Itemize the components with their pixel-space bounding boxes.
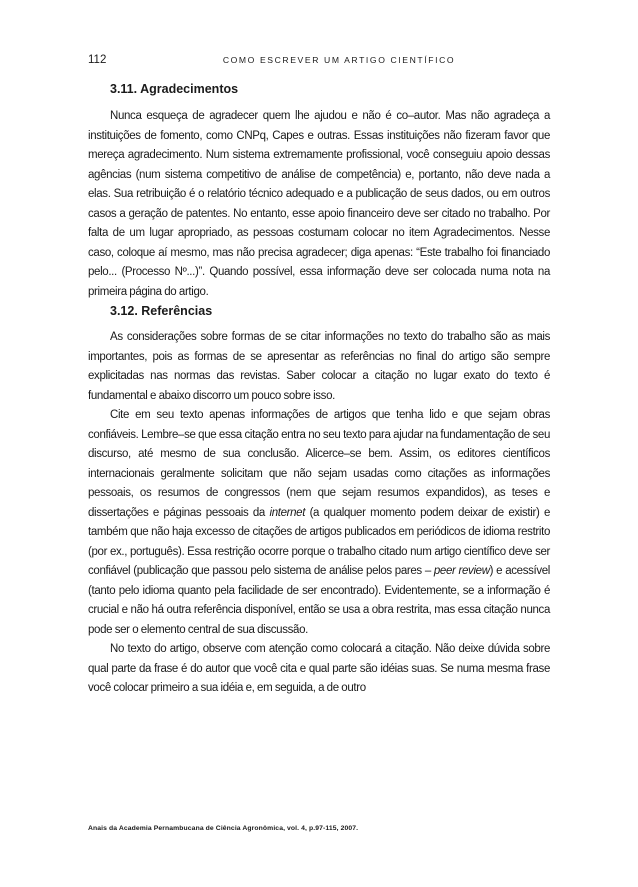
paragraph-text: Cite em seu texto apenas informações de artigos que tenha lido e que sejam obras confiáveis. Lembre–se que essa citação entra no seu texto para ajudar na fundamentação de seu discurso, até mesmo de sua conclusão. Alicerce–se bem. Assim, os editores científicos internacionais geralmente solicitam que não sejam usadas como citações as informações pessoais, os resumos de congressos (nem que sejam resumos expandidos), as teses e dissertações e páginas pessoais da [88, 409, 550, 519]
running-title: COMO ESCREVER UM ARTIGO CIENTÍFICO [222, 55, 456, 65]
paragraph-referencias-3: No texto do artigo, observe com atenção como colocará a citação. Não deixe dúvida sobre qual parte da frase é do autor que você cita e qual parte são idéias suas. Se numa mesma frase você colocar primeiro a sua idéia e, em seguida, a de outro [88, 643, 550, 694]
italic-term-peer-review: peer review [433, 565, 490, 577]
paragraph-agradecimentos: Nunca esqueça de agradecer quem lhe ajudou e não é co–autor. Mas não agradeça a instituições de fomento, como CNPq, Capes e outras. Essas instituições não fizeram favor que mereça agradecimento. Num sistema extremamente profissional, você conseguiu apoio dessas agências (num sistema competitivo de análise de competência) e, portanto, não deve nada a elas. Sua retribuição é o relatório técnico adequado e a publicação de seus dados, ou em outros casos a geração de patentes. No entanto, esse apoio financeiro deve ser citado no trabalho. Por falta de um lugar apropriado, as pessoas costumam colocar no item Agradecimentos. Nesse caso, coloque aí mesmo, mas não precisa agradecer; diga apenas: “Este trabalho foi financiado pelo... (Processo Nº...)”. Quando possível, essa informação deve ser colocada numa nota na primeira página do artigo. [88, 110, 550, 298]
page-number: 112 [88, 54, 107, 66]
section-heading-referencias: 3.12. Referências [110, 304, 213, 318]
footer-citation: Anais da Academia Pernambucana de Ciência Agronômica, vol. 4, p.97-115, 2007. [88, 825, 359, 832]
paragraph-text: (a qualquer momento podem deixar de existir) e também que não haja excesso de citações de artigos publicados em periódicos de idioma restrito (por ex., português). Essa restrição ocorre porque o trabalho citado num artigo científico deve ser confiável (publicação que passou pelo sistema de análise pelos pares – [88, 506, 550, 577]
paragraph-text: ) e acessível (tanto pelo idioma quanto pela facilidade de ser encontrado). Evidentemente, se a informação é crucial e não há outra referência disponível, então se usa a obra restrita, mas essa citação nunca pode ser o elemento central de sua discussão. [88, 565, 550, 636]
paragraph-referencias-1: As considerações sobre formas de se citar informações no texto do trabalho são as mais importantes, pois as formas de se apresentar as referências no final do artigo são sempre explicitadas nas normas das revistas. Saber colocar a citação no lugar exato do texto é fundamental e abaixo discorro um pouco sobre isso. [88, 331, 550, 402]
paragraph-referencias-2 [88, 406, 550, 640]
body-text [88, 80, 550, 699]
running-header [88, 52, 550, 68]
italic-term-internet: internet [269, 506, 306, 519]
section-heading-agradecimentos: 3.11. Agradecimentos [110, 82, 239, 96]
